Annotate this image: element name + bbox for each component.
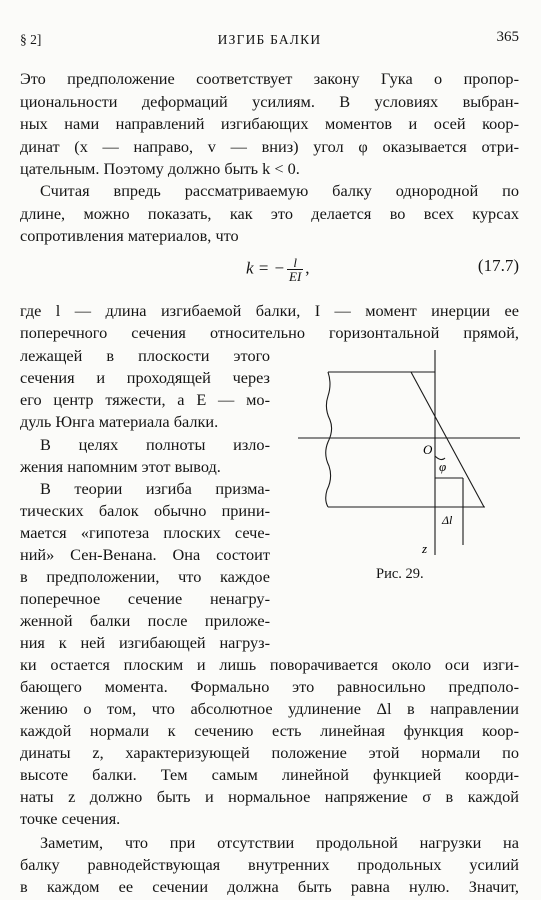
text-line: динат (x — направо, v — вниз) угол φ оказывается отри- — [20, 137, 519, 156]
text-line: ки остается плоским и лишь поворачивается около оси изги- — [20, 655, 519, 674]
text-line: высоте балки. Тем самым линейной функцией коорди- — [20, 765, 519, 784]
text-line: в каждом ее сечении должна быть равна нулю. Значит, — [20, 877, 519, 896]
text-line: тических балок обычно прини- — [20, 501, 270, 520]
text-line: жения напомним этот вывод. — [20, 457, 221, 476]
text-line: циональности деформаций усилиям. В условиях выбран- — [20, 92, 519, 111]
formula-numerator: l — [287, 256, 303, 270]
page-number: 365 — [496, 29, 519, 45]
figure-caption: Рис. 29. — [376, 566, 424, 582]
z-axis-label: z — [422, 541, 428, 556]
text-line: цательным. Поэтому должно быть k < 0. — [20, 159, 300, 178]
origin-label: O — [423, 442, 433, 457]
text-line: бающего момента. Формально это равносильно предполо- — [20, 677, 519, 696]
text-line: в предположении, что каждое — [20, 567, 270, 586]
elongation-label: Δl — [442, 513, 453, 527]
text-line: мается «гипотеза плоских сече- — [20, 523, 270, 542]
text-line: ных нами направлений изгибающих моментов и осей коор- — [20, 114, 519, 133]
text-line: Заметим, что при отсутствии продольной нагрузки на — [40, 833, 519, 852]
text-line: поперечное сечение ненагру- — [20, 589, 270, 608]
formula-lhs: k = − — [246, 258, 285, 278]
running-title: ИЗГИБ БАЛКИ — [217, 32, 322, 47]
formula-denominator: EI — [289, 269, 302, 284]
text-line: ний» Сен-Венана. Она состоит — [20, 545, 270, 564]
section-marker: § 2] — [20, 32, 42, 47]
text-line: В теории изгиба призма- — [40, 479, 270, 498]
text-line: точке сечения. — [20, 809, 121, 828]
text-line: ния к ней изгибающей нагруз- — [20, 633, 270, 652]
text-line: Это предположение соответствует закону Гука о пропор- — [20, 69, 519, 88]
text-line: женной балки после приложе- — [20, 611, 270, 630]
formula-number: (17.7) — [477, 256, 519, 275]
text-line: дуль Юнга материала балки. — [20, 412, 219, 431]
text-line: динаты z, характеризующей положение этой нормали по — [20, 743, 519, 762]
text-line: лежащей в плоскости этого — [20, 346, 270, 365]
text-line: В целях полноты изло- — [40, 435, 270, 454]
formula-tail: , — [305, 258, 310, 278]
page-header — [20, 31, 519, 51]
beam-break-line — [326, 372, 332, 507]
text-line: наты z должно быть и нормальное напряжение σ в каждой — [20, 787, 519, 806]
formula-body — [246, 256, 310, 283]
text-line: каждой нормали к сечению есть линейная функция коор- — [20, 721, 519, 740]
figure-29-beam-bending — [298, 350, 520, 580]
text-line: сечения и проходящей через — [20, 368, 270, 387]
text-line: длине, можно показать, как это делается во всех курсах — [20, 204, 519, 223]
rotated-section-line — [411, 372, 484, 507]
text-line: поперечного сечения относительно горизонтальной прямой, — [20, 323, 519, 342]
text-line: сопротивления материалов, что — [20, 226, 239, 245]
formula-fraction — [287, 256, 303, 283]
text-line: его центр тяжести, а E — мо- — [20, 390, 270, 409]
text-line: Считая впредь рассматриваемую балку однородной по — [40, 181, 519, 200]
angle-label: φ — [439, 459, 447, 474]
text-line: где l — длина изгибаемой балки, I — момент инерции ее — [20, 301, 519, 320]
formula-17-7 — [20, 256, 519, 282]
text-line: балку равнодействующая внутренних продольных усилий — [20, 855, 519, 874]
text-line: жению о том, что абсолютное удлинение Δl в направлении — [20, 699, 519, 718]
